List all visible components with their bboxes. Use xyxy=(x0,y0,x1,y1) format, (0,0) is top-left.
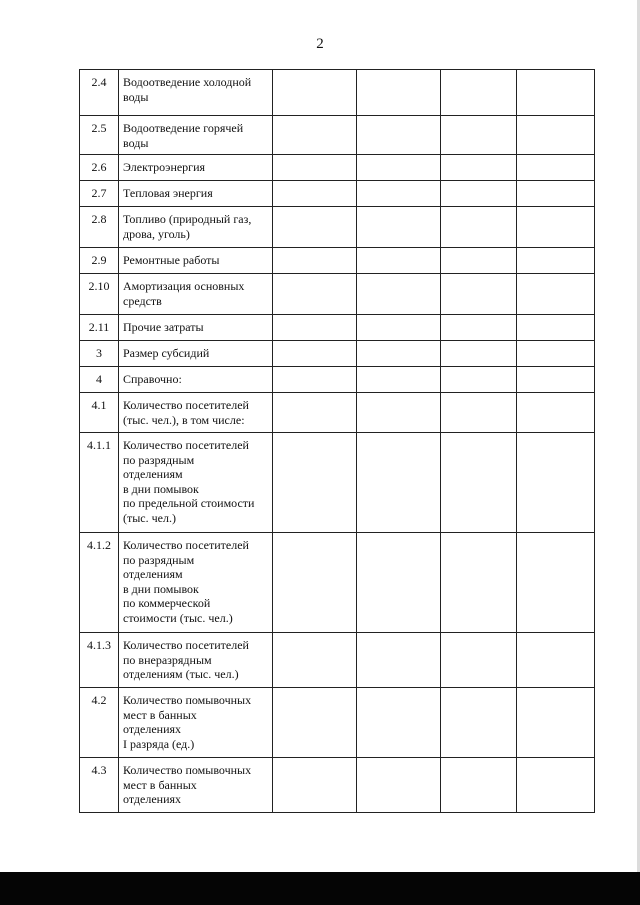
value-cell xyxy=(273,367,357,393)
row-number: 2.8 xyxy=(80,207,119,248)
value-cell xyxy=(357,393,441,433)
value-cell xyxy=(357,688,441,758)
value-cell xyxy=(517,315,595,341)
value-cell xyxy=(273,155,357,181)
table-row xyxy=(80,688,595,758)
table-row xyxy=(80,393,595,433)
value-cell xyxy=(273,688,357,758)
value-cell xyxy=(441,433,517,533)
table-row xyxy=(80,181,595,207)
table-row xyxy=(80,758,595,813)
value-cell xyxy=(273,248,357,274)
row-name: Водоотведение горячей воды xyxy=(119,116,273,155)
row-name: Количество посетителей по внеразрядным отделениям (тыс. чел.) xyxy=(119,633,273,688)
row-number: 3 xyxy=(80,341,119,367)
row-name: Водоотведение холодной воды xyxy=(119,70,273,116)
value-cell xyxy=(273,207,357,248)
row-name: Количество посетителей (тыс. чел.), в том числе: xyxy=(119,393,273,433)
value-cell xyxy=(441,155,517,181)
table-row xyxy=(80,533,595,633)
row-number: 2.10 xyxy=(80,274,119,315)
row-number: 4.1 xyxy=(80,393,119,433)
value-cell xyxy=(357,341,441,367)
value-cell xyxy=(517,433,595,533)
value-cell xyxy=(441,274,517,315)
value-cell xyxy=(357,181,441,207)
value-cell xyxy=(273,315,357,341)
table-row xyxy=(80,155,595,181)
page-number: 2 xyxy=(316,36,324,52)
value-cell xyxy=(441,367,517,393)
row-number: 4.3 xyxy=(80,758,119,813)
value-cell xyxy=(273,633,357,688)
value-cell xyxy=(273,116,357,155)
value-cell xyxy=(441,116,517,155)
row-name: Количество посетителей по разрядным отделениям в дни помывок по предельной стоимости (тыс. чел.) xyxy=(119,433,273,533)
value-cell xyxy=(441,341,517,367)
table-row xyxy=(80,315,595,341)
row-name: Топливо (природный газ, дрова, уголь) xyxy=(119,207,273,248)
value-cell xyxy=(517,207,595,248)
row-number: 4.2 xyxy=(80,688,119,758)
row-number: 2.7 xyxy=(80,181,119,207)
table-row xyxy=(80,367,595,393)
value-cell xyxy=(357,248,441,274)
table-row xyxy=(80,116,595,155)
value-cell xyxy=(517,341,595,367)
value-cell xyxy=(357,758,441,813)
value-cell xyxy=(517,688,595,758)
row-name: Количество посетителей по разрядным отделениям в дни помывок по коммерческой стоимости (тыс. чел.) xyxy=(119,533,273,633)
value-cell xyxy=(517,533,595,633)
value-cell xyxy=(517,393,595,433)
value-cell xyxy=(441,393,517,433)
value-cell xyxy=(517,758,595,813)
value-cell xyxy=(357,70,441,116)
value-cell xyxy=(357,116,441,155)
value-cell xyxy=(357,274,441,315)
value-cell xyxy=(273,758,357,813)
row-number: 2.5 xyxy=(80,116,119,155)
row-name: Тепловая энергия xyxy=(119,181,273,207)
value-cell xyxy=(357,367,441,393)
row-number: 4.1.3 xyxy=(80,633,119,688)
value-cell xyxy=(517,155,595,181)
value-cell xyxy=(517,274,595,315)
value-cell xyxy=(441,207,517,248)
table-row xyxy=(80,274,595,315)
value-cell xyxy=(517,70,595,116)
value-cell xyxy=(357,315,441,341)
value-cell xyxy=(273,341,357,367)
row-number: 2.11 xyxy=(80,315,119,341)
row-number: 4 xyxy=(80,367,119,393)
value-cell xyxy=(273,274,357,315)
value-cell xyxy=(273,70,357,116)
value-cell xyxy=(273,181,357,207)
row-name: Размер субсидий xyxy=(119,341,273,367)
value-cell xyxy=(441,688,517,758)
row-name: Количество помывочных мест в банных отделениях I разряда (ед.) xyxy=(119,688,273,758)
row-name: Амортизация основных средств xyxy=(119,274,273,315)
row-number: 2.9 xyxy=(80,248,119,274)
value-cell xyxy=(441,533,517,633)
table-row xyxy=(80,633,595,688)
value-cell xyxy=(441,315,517,341)
value-cell xyxy=(357,207,441,248)
data-table xyxy=(79,69,595,813)
value-cell xyxy=(517,633,595,688)
table-row xyxy=(80,207,595,248)
value-cell xyxy=(441,181,517,207)
row-name: Электроэнергия xyxy=(119,155,273,181)
table-row xyxy=(80,248,595,274)
table-row xyxy=(80,341,595,367)
value-cell xyxy=(517,116,595,155)
value-cell xyxy=(517,248,595,274)
value-cell xyxy=(357,633,441,688)
value-cell xyxy=(357,155,441,181)
table-row xyxy=(80,433,595,533)
value-cell xyxy=(273,393,357,433)
row-number: 2.6 xyxy=(80,155,119,181)
value-cell xyxy=(441,248,517,274)
value-cell xyxy=(357,533,441,633)
scan-bottom-border xyxy=(0,872,640,905)
row-name: Справочно: xyxy=(119,367,273,393)
value-cell xyxy=(517,367,595,393)
row-number: 4.1.2 xyxy=(80,533,119,633)
value-cell xyxy=(517,181,595,207)
value-cell xyxy=(273,533,357,633)
row-name: Прочие затраты xyxy=(119,315,273,341)
table-row xyxy=(80,70,595,116)
value-cell xyxy=(357,433,441,533)
row-number: 4.1.1 xyxy=(80,433,119,533)
value-cell xyxy=(441,70,517,116)
value-cell xyxy=(441,633,517,688)
row-number: 2.4 xyxy=(80,70,119,116)
row-name: Количество помывочных мест в банных отделениях xyxy=(119,758,273,813)
row-name: Ремонтные работы xyxy=(119,248,273,274)
value-cell xyxy=(441,758,517,813)
value-cell xyxy=(273,433,357,533)
